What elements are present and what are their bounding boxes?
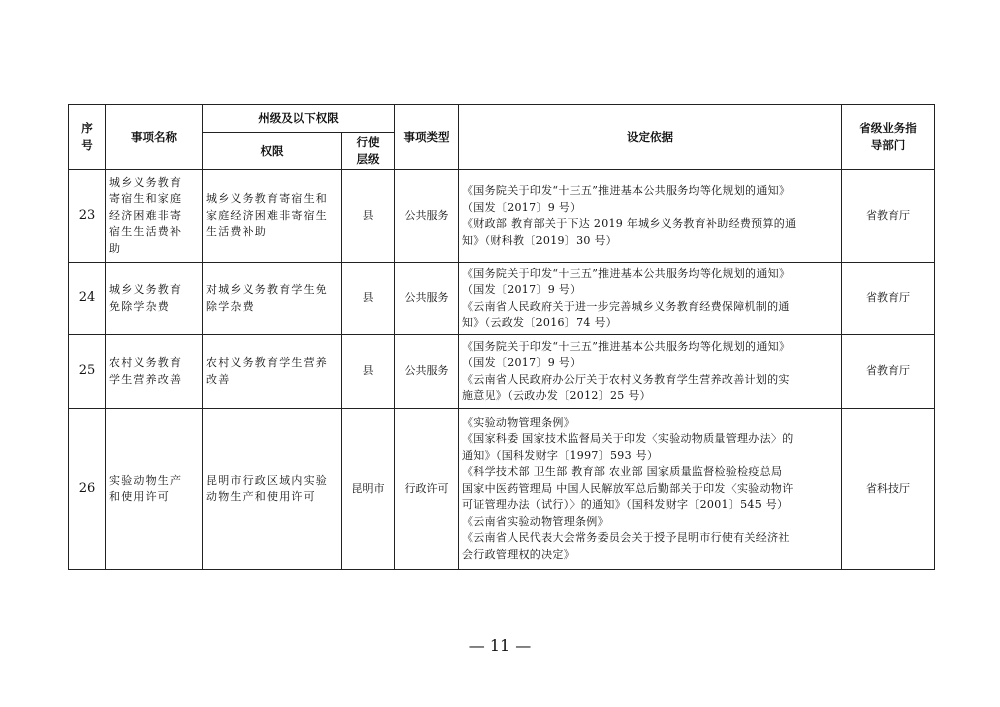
type-cell: 行政许可 bbox=[395, 409, 459, 570]
dept-cell: 省教育厅 bbox=[842, 335, 935, 409]
row-number: 24 bbox=[69, 263, 106, 335]
item-name-line: 助 bbox=[109, 241, 122, 255]
basis-line: 知》（财科教〔2019〕30 号） bbox=[462, 233, 618, 247]
authority-cell bbox=[203, 409, 342, 570]
authority-line: 城乡义务教育寄宿生和 bbox=[206, 192, 328, 206]
basis-line: （国发〔2017〕9 号） bbox=[462, 200, 582, 214]
basis-line: 通知》（国科发财字〔1997〕593 号） bbox=[462, 448, 659, 462]
basis-line: 《云南省人民政府关于进一步完善城乡义务教育经费保障机制的通 bbox=[462, 299, 790, 313]
authority-cell bbox=[203, 263, 342, 335]
header-basis: 设定依据 bbox=[459, 105, 842, 170]
authority-line: 农村义务教育学生营养 bbox=[206, 356, 328, 369]
basis-line: 可证管理办法（试行）〉的通知》（国科发财字〔2001〕545 号） bbox=[462, 498, 789, 512]
table-header bbox=[69, 105, 935, 170]
item-name-cell bbox=[106, 263, 203, 335]
item-name-line: 农村义务教育 bbox=[109, 356, 183, 369]
item-name-cell bbox=[106, 170, 203, 263]
authority-line: 动物生产和使用许可 bbox=[206, 490, 316, 503]
basis-cell bbox=[459, 335, 842, 409]
basis-line: 会行政管理权的决定》 bbox=[462, 547, 575, 561]
row-number: 25 bbox=[69, 335, 106, 409]
header-group: 州级及以下权限 bbox=[203, 105, 395, 133]
dept-cell: 省科技厅 bbox=[842, 409, 935, 570]
authority-table bbox=[68, 104, 935, 570]
basis-line: 《国务院关于印发“十三五”推进基本公共服务均等化规划的通知》 bbox=[462, 266, 791, 280]
type-cell: 公共服务 bbox=[395, 263, 459, 335]
header-authority: 权限 bbox=[203, 133, 342, 170]
basis-cell bbox=[459, 170, 842, 263]
basis-line: 施意见》（云政办发〔2012〕25 号） bbox=[462, 389, 651, 402]
basis-line: 《国家科委 国家技术监督局关于印发〈实验动物质量管理办法〉的 bbox=[462, 432, 794, 446]
header-item-name: 事项名称 bbox=[106, 105, 203, 170]
dept-cell: 省教育厅 bbox=[842, 263, 935, 335]
item-name-cell bbox=[106, 335, 203, 409]
header-dept: 省级业务指导部门 bbox=[842, 105, 935, 170]
basis-cell bbox=[459, 409, 842, 570]
type-cell: 公共服务 bbox=[395, 170, 459, 263]
authority-line: 改善 bbox=[206, 372, 231, 386]
dept-cell: 省教育厅 bbox=[842, 170, 935, 263]
basis-line: 《实验动物管理条例》 bbox=[462, 415, 575, 429]
authority-line: 对城乡义务教育学生免 bbox=[206, 283, 328, 296]
level-cell: 县 bbox=[342, 335, 395, 409]
type-cell: 公共服务 bbox=[395, 335, 459, 409]
table-row bbox=[69, 409, 935, 570]
table-row bbox=[69, 170, 935, 263]
item-name-line: 宿生生活费补 bbox=[109, 225, 183, 239]
header-no: 序号 bbox=[69, 105, 106, 170]
basis-line: （国发〔2017〕9 号） bbox=[462, 283, 582, 296]
authority-cell bbox=[203, 170, 342, 263]
item-name-line: 和使用许可 bbox=[109, 490, 170, 503]
item-name-line: 寄宿生和家庭 bbox=[109, 192, 183, 206]
level-cell: 昆明市 bbox=[342, 409, 395, 570]
table-row bbox=[69, 335, 935, 409]
basis-line: 《科学技术部 卫生部 教育部 农业部 国家质量监督检验检疫总局 bbox=[462, 465, 783, 479]
page-number: — 11 — bbox=[468, 636, 532, 655]
header-level: 行使层级 bbox=[342, 133, 395, 170]
item-name-cell bbox=[106, 409, 203, 570]
level-cell: 县 bbox=[342, 170, 395, 263]
basis-line: 《国务院关于印发“十三五”推进基本公共服务均等化规划的通知》 bbox=[462, 339, 791, 353]
row-number: 26 bbox=[69, 409, 106, 570]
table-row bbox=[69, 263, 935, 335]
item-name-line: 实验动物生产 bbox=[109, 473, 183, 487]
level-cell: 县 bbox=[342, 263, 395, 335]
row-number: 23 bbox=[69, 170, 106, 263]
authority-line: 昆明市行政区域内实验 bbox=[206, 473, 328, 487]
item-name-line: 经济困难非寄 bbox=[109, 208, 183, 222]
table-body bbox=[69, 170, 935, 570]
basis-line: 《国务院关于印发“十三五”推进基本公共服务均等化规划的通知》 bbox=[462, 184, 791, 197]
item-name-line: 城乡义务教育 bbox=[109, 283, 183, 296]
basis-line: 《云南省人民代表大会常务委员会关于授予昆明市行使有关经济社 bbox=[462, 531, 790, 545]
item-name-line: 免除学杂费 bbox=[109, 299, 170, 313]
basis-line: 《云南省人民政府办公厅关于农村义务教育学生营养改善计划的实 bbox=[462, 372, 790, 386]
basis-line: 知》（云政发〔2016〕74 号） bbox=[462, 316, 618, 329]
item-name-line: 城乡义务教育 bbox=[109, 175, 183, 189]
basis-line: 国家中医药管理局 中国人民解放军总后勤部关于印发〈实验动物许 bbox=[462, 481, 794, 495]
authority-cell bbox=[203, 335, 342, 409]
basis-line: （国发〔2017〕9 号） bbox=[462, 356, 582, 369]
authority-line: 生活费补助 bbox=[206, 225, 267, 239]
item-name-line: 学生营养改善 bbox=[109, 372, 183, 386]
authority-line: 家庭经济困难非寄宿生 bbox=[206, 208, 328, 222]
basis-cell bbox=[459, 263, 842, 335]
basis-line: 《云南省实验动物管理条例》 bbox=[462, 514, 609, 528]
header-type: 事项类型 bbox=[395, 105, 459, 170]
authority-line: 除学杂费 bbox=[206, 299, 255, 313]
basis-line: 《财政部 教育部关于下达 2019 年城乡义务教育补助经费预算的通 bbox=[462, 217, 797, 230]
